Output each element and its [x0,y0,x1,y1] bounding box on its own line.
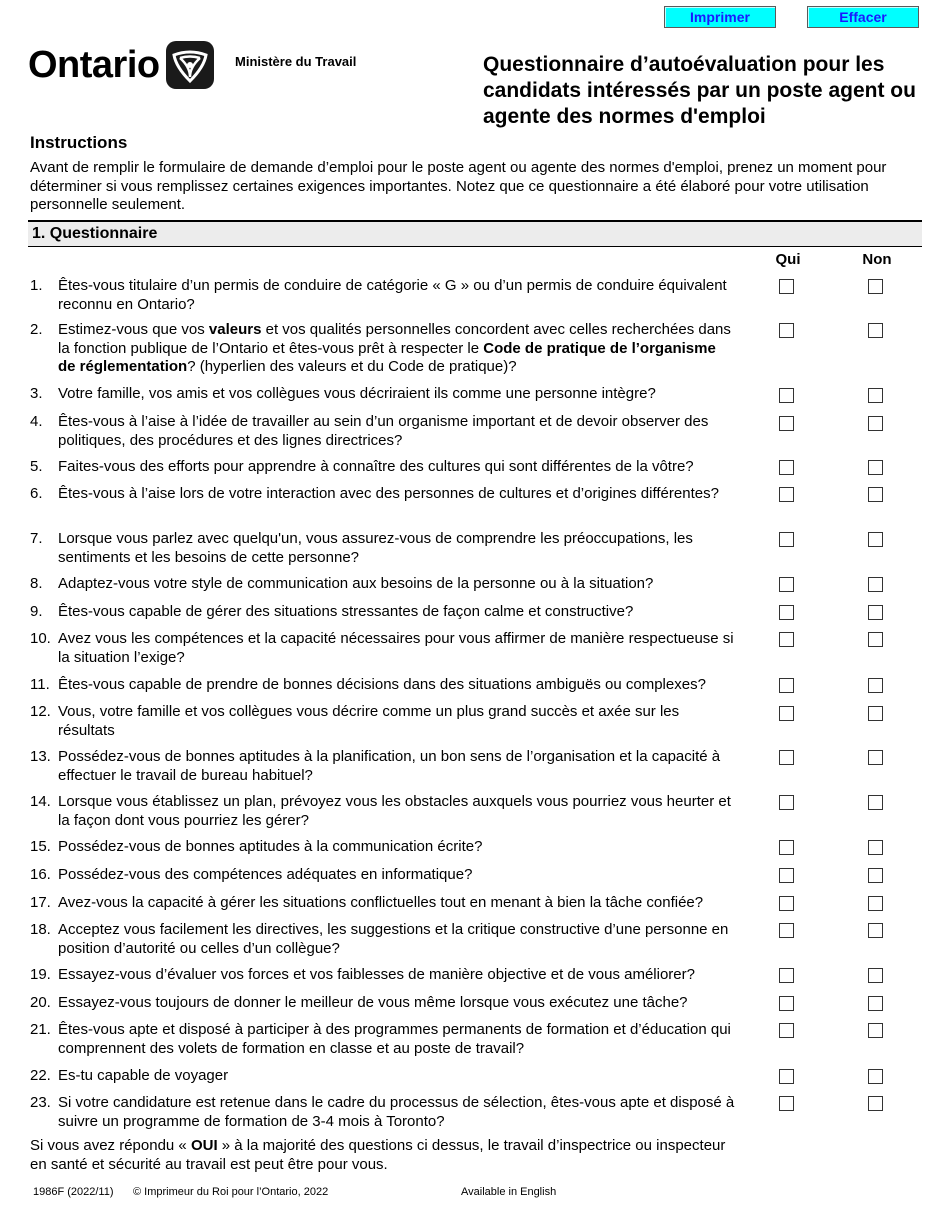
checkbox-yes[interactable] [779,632,794,647]
checkbox-no[interactable] [868,487,883,502]
question-number: 1. [30,277,43,294]
checkbox-yes[interactable] [779,896,794,911]
section-header [28,220,922,247]
question-number: 10. [30,630,51,647]
checkbox-no[interactable] [868,632,883,647]
checkbox-no[interactable] [868,605,883,620]
question-item [30,894,735,913]
question-text: Êtes-vous titulaire d’un permis de conduire de catégorie « G » ou d’un permis de conduire équivalent reconnu en Ontario? [58,277,727,313]
checkbox-no[interactable] [868,1069,883,1084]
question-item [30,866,735,885]
question-text: Avez vous les compétences et la capacité nécessaires pour vous affirmer de manière respectueuse si la situation l’exige? [58,630,734,666]
question-item [30,413,735,450]
question-item [30,994,735,1013]
checkbox-no[interactable] [868,323,883,338]
print-button[interactable]: Imprimer [664,6,776,28]
checkbox-yes[interactable] [779,996,794,1011]
question-item [30,277,735,314]
question-text: Lorsque vous établissez un plan, prévoyez vous les obstacles auxquels vous pourriez vous heurter et la façon dont vous pourriez les gérer? [58,793,731,829]
checkbox-yes[interactable] [779,487,794,502]
checkbox-no[interactable] [868,416,883,431]
question-item [30,603,735,622]
checkbox-yes[interactable] [779,840,794,855]
checkbox-yes[interactable] [779,1069,794,1084]
question-text: Vous, votre famille et vos collègues vous décrire comme un plus grand succès et axée sur les résultats [58,703,680,739]
question-item [30,1067,735,1086]
instructions-text: Avant de remplir le formulaire de demande d’emploi pour le poste agent ou agente des normes d'emploi, prenez un moment pour déterminer si vous remplissez certaines exigences importantes. Notez que ce questionnaire a été élaboré pour votre utilisation personnelle seulement. [30,159,887,213]
question-number: 7. [30,530,43,547]
checkbox-yes[interactable] [779,795,794,810]
question-number: 5. [30,458,43,475]
checkbox-no[interactable] [868,795,883,810]
question-text: Votre famille, vos amis et vos collègues vous décriraient ils comme une personne intègre? [58,385,656,402]
question-number: 14. [30,793,51,810]
question-item [30,630,735,667]
question-number: 3. [30,385,43,402]
question-number: 22. [30,1067,51,1084]
question-number: 13. [30,748,51,765]
checkbox-yes[interactable] [779,706,794,721]
checkbox-no[interactable] [868,1023,883,1038]
column-header-no: Non [862,251,892,268]
question-text: Si votre candidature est retenue dans le cadre du processus de sélection, êtes-vous apte et disposé à suivre un programme de formation de 3-4 mois à Toronto? [58,1094,735,1130]
question-text: Possédez-vous des compétences adéquates en informatique? [58,866,473,883]
question-number: 12. [30,703,51,720]
checkbox-no[interactable] [868,532,883,547]
question-item [30,838,735,857]
question-item [30,1021,735,1058]
checkbox-no[interactable] [868,678,883,693]
question-text: Êtes-vous apte et disposé à participer à des programmes permanents de formation et d’éducation qui comprennent des volets de formation en classe et au poste de travail? [58,1021,731,1057]
checkbox-yes[interactable] [779,577,794,592]
question-number: 11. [30,676,50,693]
question-number: 19. [30,966,51,983]
question-item [30,321,735,377]
checkbox-yes[interactable] [779,1023,794,1038]
checkbox-yes[interactable] [779,678,794,693]
checkbox-yes[interactable] [779,532,794,547]
question-item [30,1094,735,1131]
checkbox-yes[interactable] [779,868,794,883]
question-text: Es-tu capable de voyager [58,1067,229,1084]
checkbox-yes[interactable] [779,323,794,338]
checkbox-yes[interactable] [779,279,794,294]
checkbox-no[interactable] [868,706,883,721]
question-text: Adaptez-vous votre style de communication aux besoins de la personne ou à la situation? [58,575,654,592]
question-text: Êtes-vous capable de gérer des situations stressantes de façon calme et constructive? [58,603,634,620]
section-title: 1. Questionnaire [32,225,158,242]
checkbox-no[interactable] [868,840,883,855]
checkbox-yes[interactable] [779,605,794,620]
checkbox-yes[interactable] [779,416,794,431]
ontario-logo [28,40,214,90]
question-item [30,793,735,830]
checkbox-no[interactable] [868,388,883,403]
checkbox-yes[interactable] [779,923,794,938]
question-text: Êtes-vous capable de prendre de bonnes décisions dans des situations ambiguës ou complexes? [58,676,706,693]
question-number: 15. [30,838,51,855]
question-number: 9. [30,603,43,620]
question-text: Essayez-vous d’évaluer vos forces et vos faiblesses de manière objective et de vous améliorer? [58,966,695,983]
instructions-heading: Instructions [30,133,128,152]
question-number: 17. [30,894,51,911]
question-number: 6. [30,485,43,502]
checkbox-yes[interactable] [779,1096,794,1111]
form-code: 1986F (2022/11) [33,1186,114,1198]
question-item [30,385,735,404]
question-item [30,458,735,477]
question-text: Acceptez vous facilement les directives, les suggestions et la critique constructive d’une personne en position d’autorité ou celles d’un collègue? [58,921,729,957]
question-text: Lorsque vous parlez avec quelqu'un, vous assurez-vous de comprendre les préoccupations, les sentiments et les besoins de cette personne? [58,530,693,566]
column-header-yes: Qui [775,251,801,268]
question-number: 8. [30,575,43,592]
checkbox-no[interactable] [868,996,883,1011]
checkbox-no[interactable] [868,968,883,983]
question-item [30,921,735,958]
logo-text: Ontario [28,44,160,86]
checkbox-yes[interactable] [779,968,794,983]
question-number: 18. [30,921,51,938]
question-text: Êtes-vous à l’aise lors de votre interaction avec des personnes de cultures et d’origines différentes? [58,485,719,502]
available-in-english: Available in English [461,1186,557,1198]
trillium-icon [166,41,214,89]
question-number: 23. [30,1094,51,1111]
question-item [30,748,735,785]
checkbox-no[interactable] [868,868,883,883]
checkbox-no[interactable] [868,460,883,475]
question-text: Estimez-vous que vos valeurs et vos qualités personnelles concordent avec celles recherchées dans la fonction publique de l’Ontario et êtes-vous prêt à respecter le Code de pratique de l’organisme de réglementation? (hyperlien des valeurs et du Code de pratique)? [58,321,731,375]
question-text: Essayez-vous toujours de donner le meilleur de vous même lorsque vous exécutez une tâche? [58,994,688,1011]
clear-button[interactable]: Effacer [807,6,919,28]
copyright: © Imprimeur du Roi pour l’Ontario, 2022 [133,1186,329,1198]
question-number: 2. [30,321,43,338]
question-item [30,676,735,695]
checkbox-yes[interactable] [779,460,794,475]
question-item [30,485,735,504]
question-text: Faites-vous des efforts pour apprendre à connaître des cultures qui sont différentes de la vôtre? [58,458,694,475]
checkbox-yes[interactable] [779,750,794,765]
question-item [30,966,735,985]
question-item [30,575,735,594]
checkbox-no[interactable] [868,279,883,294]
checkbox-no[interactable] [868,1096,883,1111]
question-item [30,530,735,567]
conclusion-text: Si vous avez répondu « OUI » à la majorité des questions ci dessus, le travail d’inspectrice ou inspecteur en santé et sécurité au travail est peut être pour vous. [30,1137,726,1173]
checkbox-no[interactable] [868,750,883,765]
checkbox-no[interactable] [868,923,883,938]
checkbox-no[interactable] [868,896,883,911]
page-title: Questionnaire d’autoévaluation pour les candidats intéressés par un poste agent ou agente des normes d'emploi [483,53,916,128]
ministry-name: Ministère du Travail [235,54,357,69]
question-text: Possédez-vous de bonnes aptitudes à la planification, un bon sens de l’organisation et la capacité à effectuer le travail de bureau habituel? [58,748,721,784]
question-number: 21. [30,1021,51,1038]
checkbox-no[interactable] [868,577,883,592]
checkbox-yes[interactable] [779,388,794,403]
question-item [30,703,735,740]
question-text: Êtes-vous à l’aise à l’idée de travailler au sein d’un organisme important et de devoir observer des politiques, des procédures et des lignes directrices? [58,413,709,449]
question-number: 4. [30,413,43,430]
question-text: Avez-vous la capacité à gérer les situations conflictuelles tout en menant à bien la tâche confiée? [58,894,704,911]
question-number: 16. [30,866,51,883]
question-text: Possédez-vous de bonnes aptitudes à la communication écrite? [58,838,483,855]
question-number: 20. [30,994,51,1011]
